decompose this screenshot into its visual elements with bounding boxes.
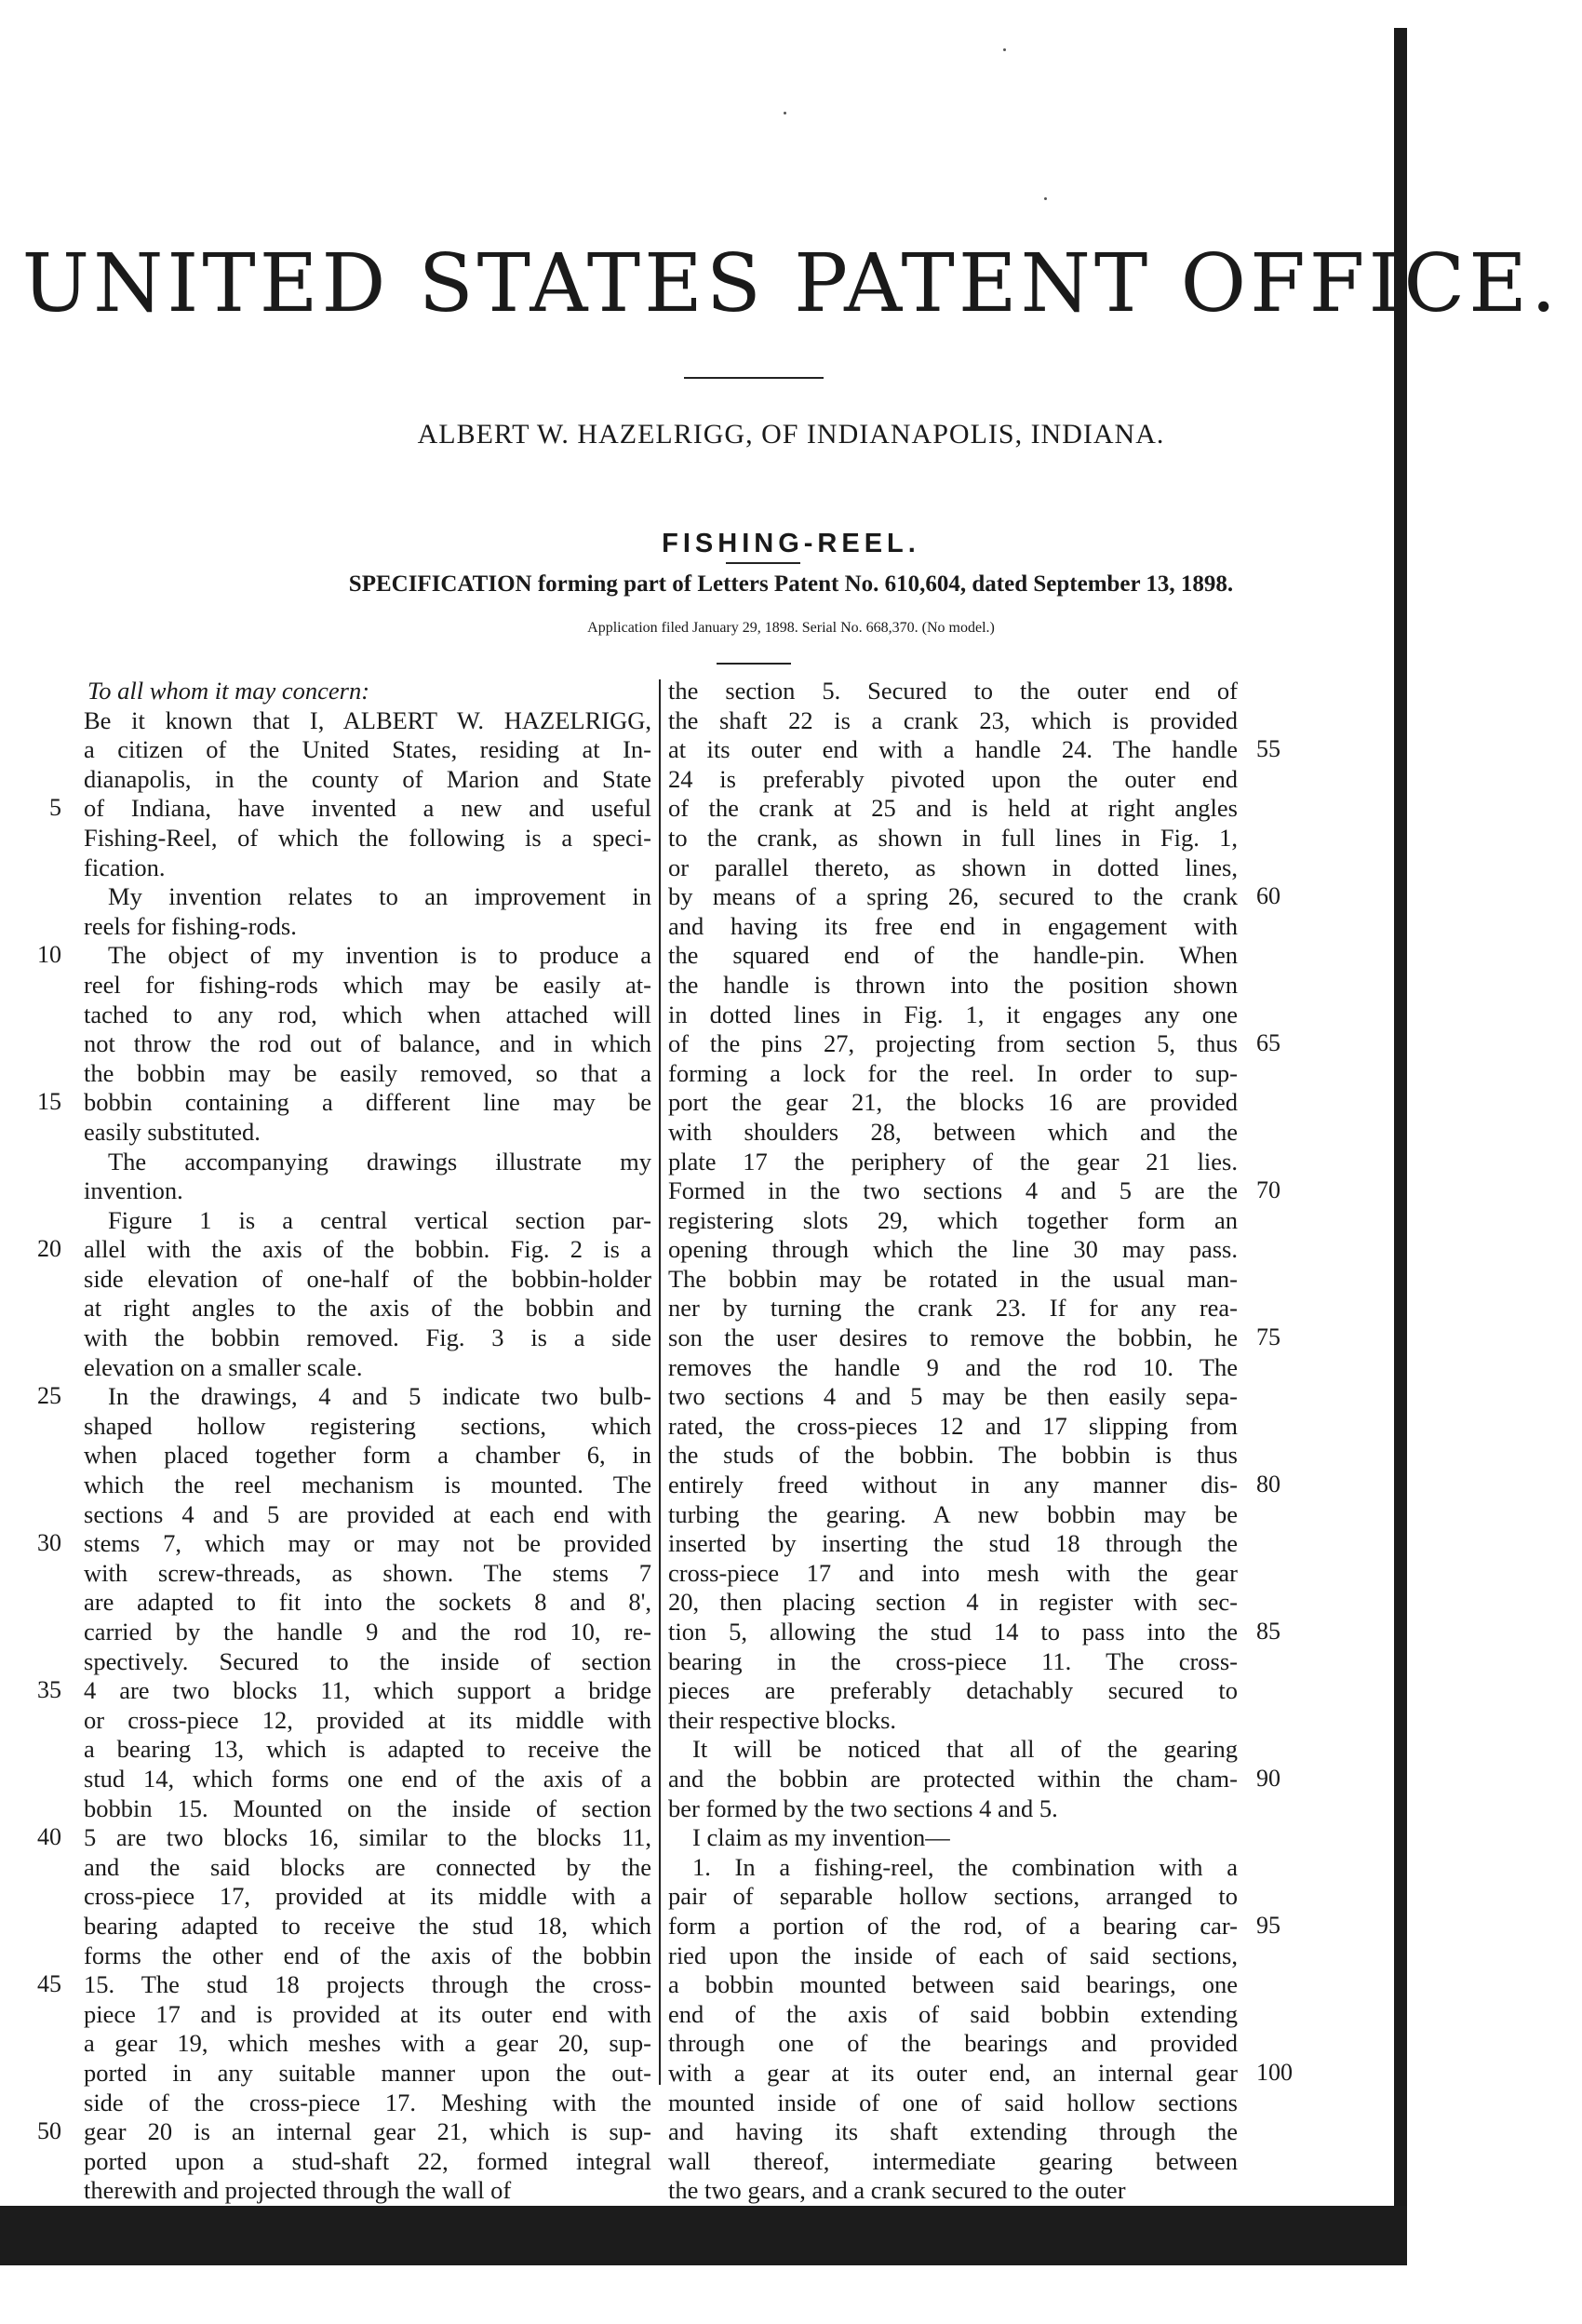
line-number: 5 <box>49 794 61 822</box>
text-line: bearing adapted to receive the stud 18, which <box>84 1911 651 1940</box>
scan-speck <box>1044 197 1047 200</box>
text-line: side elevation of one-half of the bobbin-holder <box>84 1264 651 1293</box>
text-line: and the bobbin are protected within the cham- <box>668 1764 1238 1793</box>
scan-edge-bottom <box>0 2206 1407 2265</box>
text-line: end of the axis of said bobbin extending <box>668 1999 1238 2028</box>
text-line: spectively. Secured to the inside of section <box>84 1646 651 1675</box>
text-line: entirely freed without in any manner dis- <box>668 1471 1238 1499</box>
text-line: ported upon a stud-shaft 22, formed integral <box>84 2146 651 2175</box>
text-line: tion 5, allowing the stud 14 to pass into the <box>668 1618 1238 1646</box>
line-number: 25 <box>37 1382 61 1410</box>
text-line: bearing in the cross-piece 11. The cross- <box>668 1646 1238 1675</box>
text-line: To all whom it may concern: <box>87 677 370 705</box>
text-line: stems 7, which may or may not be provided <box>84 1529 651 1558</box>
text-line: a bearing 13, which is adapted to receive the <box>84 1735 651 1764</box>
text-line: the handle is thrown into the position shown <box>668 970 1238 999</box>
text-line: elevation on a smaller scale. <box>84 1352 363 1381</box>
text-line: pair of separable hollow sections, arranged to <box>668 1882 1238 1911</box>
text-line: of Indiana, have invented a new and useful <box>84 794 651 823</box>
text-line: My invention relates to an improvement in <box>108 882 651 911</box>
text-line: their respective blocks. <box>668 1705 897 1734</box>
text-line: the squared end of the handle-pin. When <box>668 941 1238 970</box>
text-line: a gear 19, which meshes with a gear 20, sup- <box>84 2029 651 2058</box>
heading-rule <box>684 377 824 379</box>
line-number: 85 <box>1256 1618 1280 1646</box>
line-number: 10 <box>37 941 61 969</box>
text-line: a citizen of the United States, residing at In- <box>84 735 651 764</box>
line-number: 80 <box>1256 1471 1280 1498</box>
text-line: in dotted lines in Fig. 1, it engages any one <box>668 1000 1238 1028</box>
text-line: 5 are two blocks 16, similar to the blocks 11, <box>84 1823 651 1852</box>
text-line: and the said blocks are connected by the <box>84 1852 651 1881</box>
line-number: 90 <box>1256 1765 1280 1793</box>
text-line: to the crank, as shown in full lines in Fig. 1, <box>668 823 1238 852</box>
text-line: forms the other end of the axis of the bobbin <box>84 1941 651 1969</box>
text-line: with a gear at its outer end, an internal gear <box>668 2058 1238 2087</box>
text-line: 15. The stud 18 projects through the cross- <box>84 1970 651 1999</box>
text-line: 4 are two blocks 11, which support a bridge <box>84 1676 651 1705</box>
text-line: carried by the handle 9 and the rod 10, re- <box>84 1618 651 1646</box>
text-line: the studs of the bobbin. The bobbin is thus <box>668 1441 1238 1470</box>
text-line: pieces are preferably detachably secured to <box>668 1676 1238 1705</box>
text-line: ried upon the inside of each of said sections, <box>668 1941 1238 1969</box>
text-line: two sections 4 and 5 may be then easily sepa- <box>668 1382 1238 1411</box>
text-line: inserted by inserting the stud 18 through the <box>668 1529 1238 1558</box>
text-line: or cross-piece 12, provided at its middle with <box>84 1705 651 1734</box>
text-line: and having its free end in engagement with <box>668 911 1238 940</box>
text-line: dianapolis, in the county of Marion and State <box>84 764 651 793</box>
line-number: 15 <box>37 1088 61 1116</box>
text-line: not throw the rod out of balance, and in which <box>84 1029 651 1058</box>
text-line: bobbin containing a different line may be <box>84 1088 651 1117</box>
line-number: 20 <box>37 1235 61 1263</box>
scan-speck <box>1003 48 1006 51</box>
text-line: cross-piece 17, provided at its middle with a <box>84 1882 651 1911</box>
text-line: 20, then placing section 4 in register with sec- <box>668 1588 1238 1617</box>
line-number: 95 <box>1256 1912 1280 1940</box>
text-line: bobbin 15. Mounted on the inside of section <box>84 1793 651 1822</box>
text-line: the section 5. Secured to the outer end of <box>668 677 1238 705</box>
line-number: 50 <box>37 2117 61 2145</box>
line-number: 45 <box>37 1970 61 1998</box>
text-line: The accompanying drawings illustrate my <box>108 1147 651 1175</box>
right-text-column <box>668 677 1238 2206</box>
invention-title: FISHING-REEL. <box>662 529 920 558</box>
text-line: fication. <box>84 853 166 881</box>
specification-line: SPECIFICATION forming part of Letters Patent No. 610,604, dated September 13, 1898. <box>348 571 1234 597</box>
text-line: or parallel thereto, as shown in dotted lines, <box>668 853 1238 881</box>
text-line: of the pins 27, projecting from section 5, thus <box>668 1029 1238 1058</box>
patent-office-heading: UNITED STATES PATENT OFFICE. <box>21 237 1561 330</box>
text-line: a bobbin mounted between said bearings, one <box>668 1970 1238 1999</box>
text-line: 24 is preferably pivoted upon the outer end <box>668 764 1238 793</box>
text-line: the two gears, and a crank secured to the outer <box>668 2176 1126 2205</box>
application-line: Application filed January 29, 1898. Serial No. 668,370. (No model.) <box>587 620 995 636</box>
line-number: 55 <box>1256 735 1280 763</box>
text-line: I claim as my invention— <box>692 1823 950 1852</box>
text-line: the bobbin may be easily removed, so that a <box>84 1058 651 1087</box>
text-line: wall thereof, intermediate gearing between <box>668 2146 1238 2175</box>
left-text-column <box>84 677 651 2206</box>
text-line: The bobbin may be rotated in the usual man- <box>668 1264 1238 1293</box>
text-line: when placed together form a chamber 6, in <box>84 1441 651 1470</box>
text-line: In the drawings, 4 and 5 indicate two bulb- <box>108 1382 651 1411</box>
title-rule <box>726 562 800 564</box>
text-line: opening through which the line 30 may pass. <box>668 1235 1238 1264</box>
line-number: 65 <box>1256 1029 1280 1057</box>
application-rule <box>717 663 791 665</box>
line-number: 60 <box>1256 882 1280 910</box>
text-line: with screw-threads, as shown. The stems 7 <box>84 1558 651 1587</box>
text-line: side of the cross-piece 17. Meshing with the <box>84 2088 651 2116</box>
text-line: form a portion of the rod, of a bearing car- <box>668 1911 1238 1940</box>
text-line: stud 14, which forms one end of the axis of a <box>84 1764 651 1793</box>
text-line: rated, the cross-pieces 12 and 17 slipping from <box>668 1411 1238 1440</box>
text-line: It will be noticed that all of the gearing <box>692 1735 1238 1764</box>
text-line: forming a lock for the reel. In order to sup- <box>668 1058 1238 1087</box>
inventor-line: ALBERT W. HAZELRIGG, OF INDIANAPOLIS, INDIANA. <box>417 419 1165 450</box>
text-line: son the user desires to remove the bobbin, he <box>668 1323 1238 1352</box>
line-number: 70 <box>1256 1176 1280 1204</box>
text-line: invention. <box>84 1176 183 1205</box>
line-number: 100 <box>1256 2059 1293 2087</box>
column-divider <box>659 679 661 2085</box>
text-line: at its outer end with a handle 24. The handle <box>668 735 1238 764</box>
text-line: which the reel mechanism is mounted. The <box>84 1471 651 1499</box>
text-line: with shoulders 28, between which and the <box>668 1117 1238 1146</box>
line-number: 35 <box>37 1676 61 1704</box>
text-line: registering slots 29, which together form an <box>668 1205 1238 1234</box>
text-line: sections 4 and 5 are provided at each end with <box>84 1499 651 1528</box>
text-line: ber formed by the two sections 4 and 5. <box>668 1793 1058 1822</box>
line-number: 40 <box>37 1823 61 1851</box>
scan-edge-right <box>1394 28 1407 2206</box>
text-line: cross-piece 17 and into mesh with the gear <box>668 1558 1238 1587</box>
text-line: 1. In a fishing-reel, the combination with a <box>692 1852 1238 1881</box>
text-line: by means of a spring 26, secured to the crank <box>668 882 1238 911</box>
text-line: plate 17 the periphery of the gear 21 lies. <box>668 1147 1238 1175</box>
text-line: easily substituted. <box>84 1117 261 1146</box>
text-line: reel for fishing-rods which may be easily at- <box>84 970 651 999</box>
text-line: piece 17 and is provided at its outer end with <box>84 1999 651 2028</box>
text-line: port the gear 21, the blocks 16 are provided <box>668 1088 1238 1117</box>
text-line: at right angles to the axis of the bobbin and <box>84 1294 651 1323</box>
text-line: of the crank at 25 and is held at right angles <box>668 794 1238 823</box>
scan-speck <box>784 112 786 114</box>
text-line: the shaft 22 is a crank 23, which is provided <box>668 705 1238 734</box>
text-line: tached to any rod, which when attached will <box>84 1000 651 1028</box>
text-line: ported in any suitable manner upon the out- <box>84 2058 651 2087</box>
text-line: ner by turning the crank 23. If for any rea- <box>668 1294 1238 1323</box>
text-line: Figure 1 is a central vertical section par- <box>108 1205 651 1234</box>
text-line: removes the handle 9 and the rod 10. The <box>668 1352 1238 1381</box>
text-line: gear 20 is an internal gear 21, which is sup- <box>84 2117 651 2146</box>
text-line: Be it known that I, ALBERT W. HAZELRIGG, <box>84 705 651 734</box>
text-line: shaped hollow registering sections, which <box>84 1411 651 1440</box>
text-line: and having its shaft extending through the <box>668 2117 1238 2146</box>
line-number: 30 <box>37 1529 61 1557</box>
text-line: allel with the axis of the bobbin. Fig. 2 is a <box>84 1235 651 1264</box>
text-line: are adapted to fit into the sockets 8 and 8', <box>84 1588 651 1617</box>
text-line: therewith and projected through the wall of <box>84 2176 512 2205</box>
text-line: mounted inside of one of said hollow sections <box>668 2088 1238 2116</box>
text-line: The object of my invention is to produce a <box>108 941 651 970</box>
text-line: reels for fishing-rods. <box>84 911 297 940</box>
text-line: Formed in the two sections 4 and 5 are the <box>668 1176 1238 1205</box>
text-line: Fishing-Reel, of which the following is a speci- <box>84 823 651 852</box>
line-number: 75 <box>1256 1323 1280 1351</box>
text-line: through one of the bearings and provided <box>668 2029 1238 2058</box>
text-line: with the bobbin removed. Fig. 3 is a side <box>84 1323 651 1352</box>
text-line: turbing the gearing. A new bobbin may be <box>668 1499 1238 1528</box>
